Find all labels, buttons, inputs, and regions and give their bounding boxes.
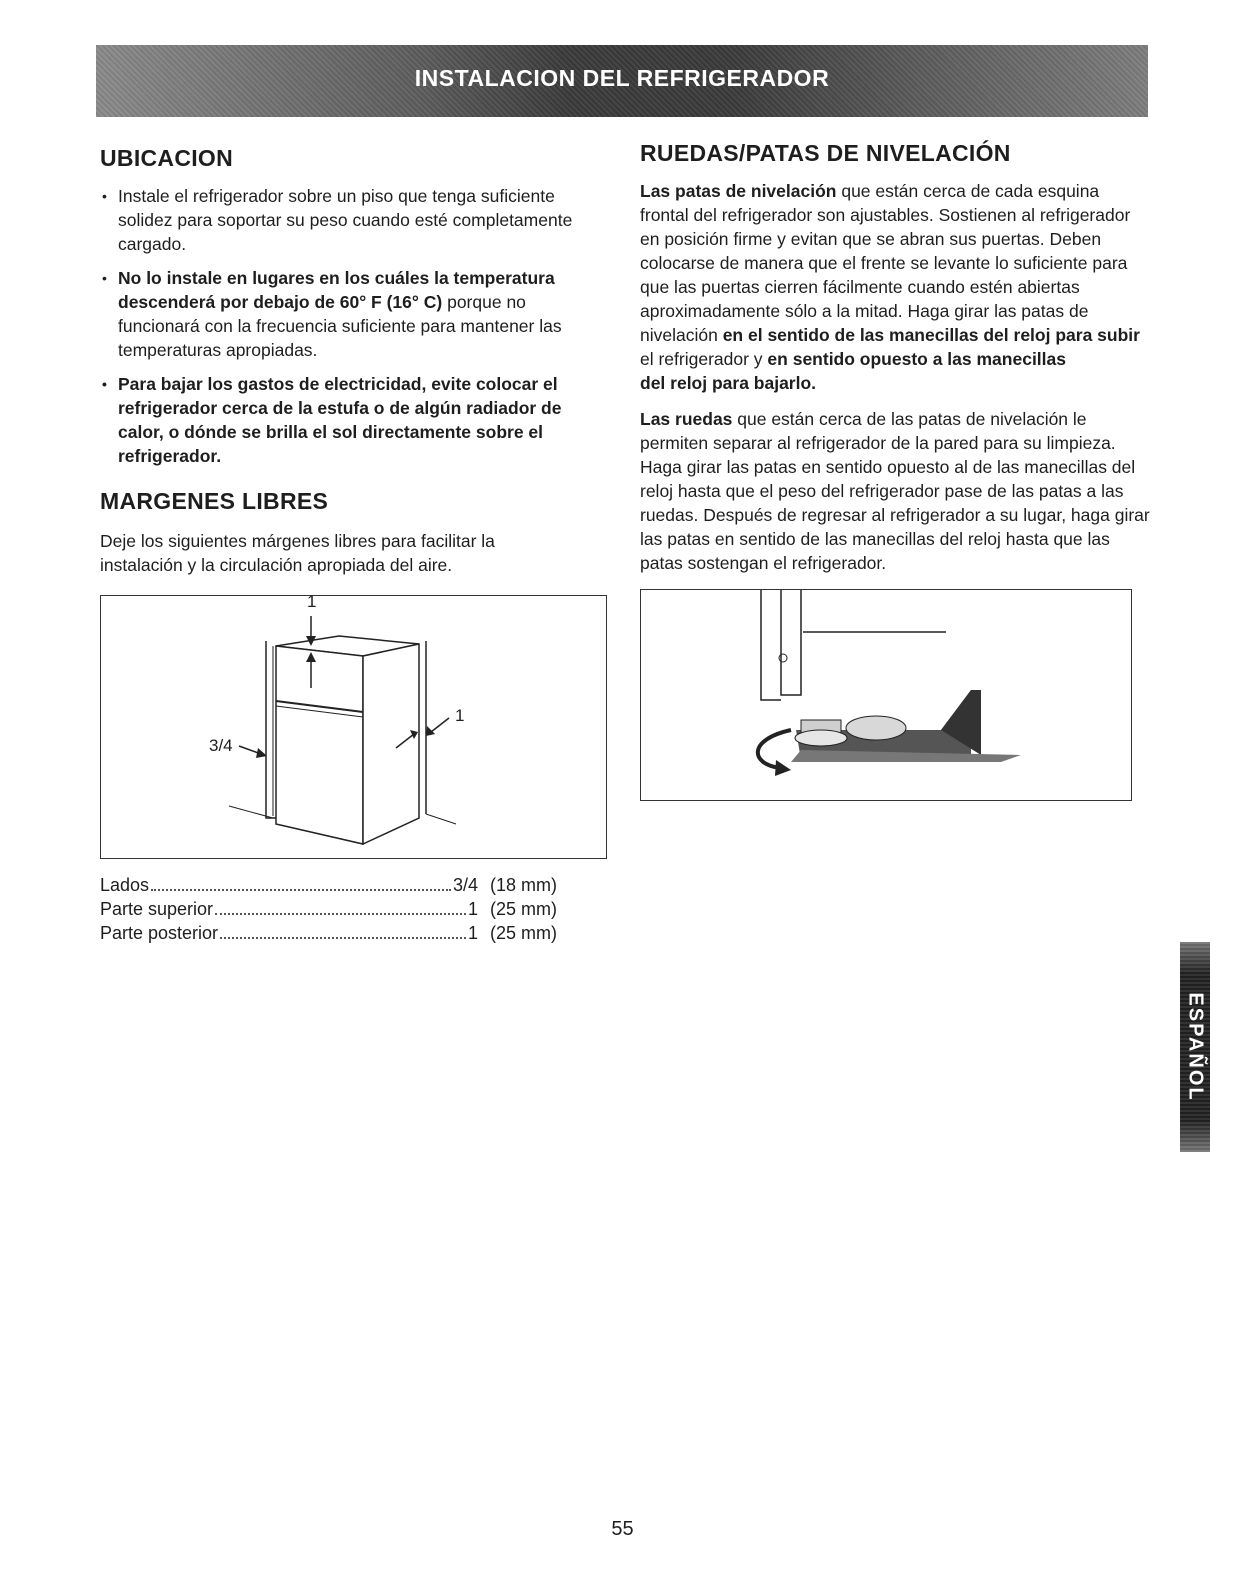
language-tab-label: ESPAÑOL xyxy=(1184,992,1207,1102)
bullet-text: Instale el refrigerador sobre un piso que tenga suficiente solidez para soportar su peso cuando esté completamente cargado. xyxy=(118,186,573,254)
leveling-legs-paragraph xyxy=(640,179,1150,395)
list-item xyxy=(100,372,610,468)
spec-value: 1 xyxy=(467,899,478,919)
spec-value: 3/4 xyxy=(452,875,478,895)
spec-value: 1 xyxy=(467,923,478,943)
paragraph-text: que están cerca de las patas de nivelación le permiten separar al refrigerador de la pared para su limpieza. Haga girar las patas en sentido opuesto al de las manecillas del reloj hasta que el peso del refrigerador pase de las patas a las ruedas. Después de regresar al refrigerador a su lugar, haga girar las patas en sentido de las manecillas del reloj hasta que las patas sostengan el refrigerador. xyxy=(640,409,1150,573)
spec-metric: (25 mm) xyxy=(490,899,557,919)
spec-row xyxy=(100,873,580,897)
top-clearance-label: 1 xyxy=(307,592,317,611)
margenes-intro: Deje los siguientes márgenes libres para facilitar la instalación y la circulación apropiada del aire. xyxy=(100,531,495,575)
page-title: INSTALACION DEL REFRIGERADOR xyxy=(414,65,830,91)
list-item xyxy=(100,266,610,362)
ubicacion-list xyxy=(100,184,610,468)
clearance-diagram xyxy=(100,592,607,859)
ubicacion-heading: UBICACION xyxy=(100,145,234,171)
margenes-heading: MARGENES LIBRES xyxy=(100,488,329,514)
refrigerator-clearance-illustration xyxy=(101,596,606,858)
paragraph-text: el refrigerador y xyxy=(640,349,768,369)
side-clearance-label: 3/4 xyxy=(209,736,233,755)
right-column xyxy=(640,140,1150,801)
clockwise-instruction: en el sentido de las manecillas del reloj para subir xyxy=(722,325,1140,345)
counterclockwise-instruction: en sentido opuesto a las manecillas xyxy=(767,349,1066,369)
list-item xyxy=(100,184,610,256)
page-number: 55 xyxy=(611,1518,634,1540)
rollers-term: Las ruedas xyxy=(640,409,733,429)
spec-label: Lados xyxy=(100,875,150,895)
left-column xyxy=(100,145,610,945)
ruedas-heading: RUEDAS/PATAS DE NIVELACIÓN xyxy=(640,140,1011,166)
clearance-specs xyxy=(100,873,580,945)
dot-leader xyxy=(215,913,466,915)
leveling-leg-illustration xyxy=(641,590,1131,800)
rear-clearance-label: 1 xyxy=(455,706,465,725)
rollers-paragraph xyxy=(640,407,1150,575)
bullet-bold-text: No lo instale en lugares en los cuáles la temperatura descenderá por debajo de 60° F (16° C) xyxy=(118,268,555,312)
spec-row xyxy=(100,921,580,945)
dot-leader xyxy=(151,889,451,891)
dot-leader xyxy=(220,937,466,939)
spec-metric: (25 mm) xyxy=(490,923,557,943)
spec-label: Parte posterior xyxy=(100,923,219,943)
bullet-text: porque no funcionará con la frecuencia suficiente para mantener las temperaturas apropiadas. xyxy=(118,292,562,360)
language-tab xyxy=(1180,942,1210,1152)
spec-label: Parte superior xyxy=(100,899,214,919)
paragraph-text: que están cerca de cada esquina frontal del refrigerador son ajustables. Sostienen al refrigerador en posición firme y evitan que se abran sus puertas. Deben colocarse de manera que el frente se levante lo suficiente para que las puertas cierren fácilmente cuando estén abiertas aproximadamente sólo a la mitad. Haga girar las patas de nivelación xyxy=(640,181,1131,345)
leveling-legs-term: Las patas de nivelación xyxy=(640,181,837,201)
spec-row xyxy=(100,897,580,921)
bullet-bold-text: Para bajar los gastos de electricidad, evite colocar el refrigerador cerca de la estufa o de algún radiador de calor, o dónde se brilla el sol directamente sobre el refrigerador. xyxy=(118,374,562,466)
leveling-leg-diagram xyxy=(640,589,1132,801)
counterclockwise-instruction-end: del reloj para bajarlo. xyxy=(640,373,817,393)
section-banner xyxy=(96,45,1148,117)
spec-metric: (18 mm) xyxy=(490,875,557,895)
